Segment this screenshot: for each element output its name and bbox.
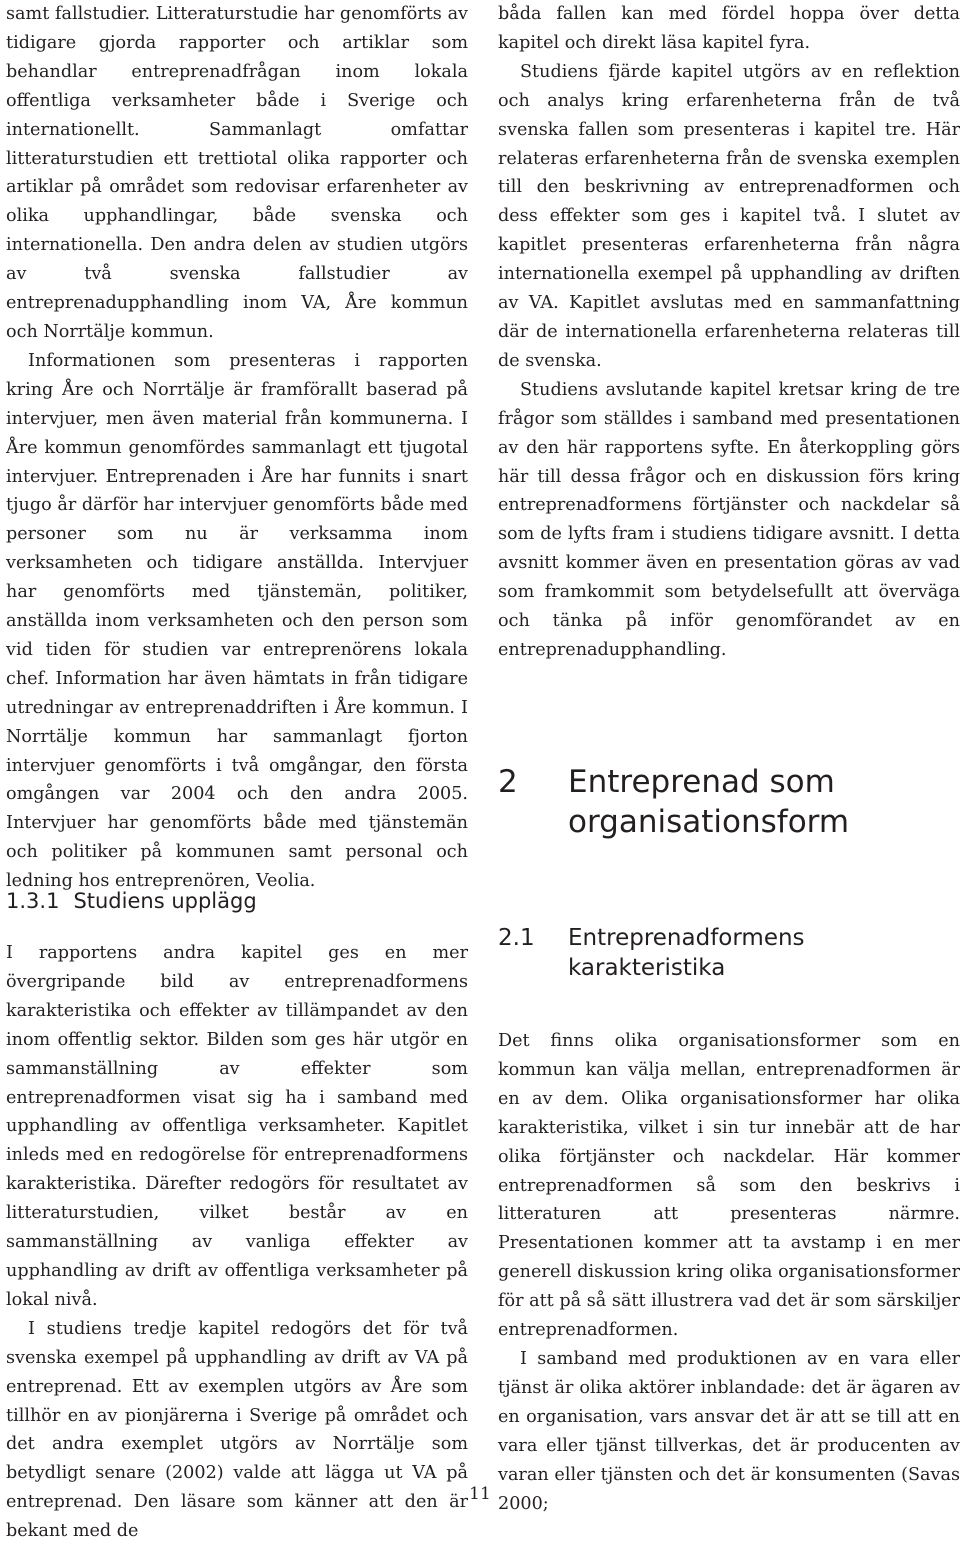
paragraph: Studiens fjärde kapitel utgörs av en reflektion och analys kring erfarenheterna från de två svenska fallen som presenteras i kapitel tre. Här relateras erfarenheterna från de svenska exemplen till den beskrivning av entreprenadformen och dess effekter som ges i kapitel två. I slutet av kapitlet presenteras erfarenheterna från några internationella exempel på upphandling av driften av VA. Kapitlet avslutas med en sammanfattning där de internationella erfarenheterna relateras till de svenska. (498, 61, 960, 371)
paragraph: båda fallen kan med fördel hoppa över detta kapitel och direkt läsa kapitel fyra. (498, 4, 960, 53)
page-number: 11 (469, 1484, 491, 1504)
section-heading-1-3-1 (6, 887, 468, 916)
paragraph: I studiens tredje kapitel redogörs det för två svenska exempel på upphandling av drift av VA på entreprenad. Ett av exemplen utgörs av Åre som tillhör en av pionjärerna i Sverige på området och det andra exemplet utgörs av Norrtälje som betydligt senare (2002) valde att lägga ut VA på entreprenad. Den läsare som känner att den är bekant med de (6, 1318, 468, 1542)
left-section-text (6, 939, 468, 1546)
paragraph: Informationen som presenteras i rapporten kring Åre och Norrtälje är framförallt baserad på intervjuer, men även material från kommunerna. I Åre kommun genomfördes sammanlagt ett tjugotal intervjuer. Entreprenaden i Åre har funnits i snart tjugo år därför har intervjuer genomförts både med personer som nu är verksamma inom verksamheten och tidigare anställda. Intervjuer har genomförts med tjänstemän, politiker, anställda inom verksamheten och den person som vid tiden för studien var entreprenörens lokala chef. Information har även hämtats in från tidigare utredningar av entreprenaddriften i Åre kommun. I Norrtälje kommun har sammanlagt fjorton intervjuer genomförts i två omgångar, den första omgången var 2004 och den andra 2005. Intervjuer har genomförts både med tjänstemän och politiker på kommunen samt personal och ledning hos entreprenören, Veolia. (6, 350, 468, 892)
section-heading-2-1 (498, 923, 960, 983)
paragraph: Studiens avslutande kapitel kretsar kring de tre frågor som ställdes i samband med presentationen av den här rapportens syfte. En återkoppling görs här till dessa frågor och en diskussion förs kring entreprenadformens förtjänster och nackdelar så som de lyfts fram i studiens tidigare avsnitt. I detta avsnitt kommer även en presentation göras av vad som framkommit som betydelsefullt att överväga och tänka på inför genomförandet av en entreprenadupphandling. (498, 379, 960, 660)
chapter-heading (498, 762, 960, 842)
section-number: 2.1 (498, 925, 535, 951)
paragraph: I samband med produktionen av en vara eller tjänst är olika aktörer inblandade: det är ägaren av en organisation, vars ansvar det är att se till att en vara eller tjänst tillverkas, det är producenten av varan eller tjänsten och det är konsumenten (Savas 2000; (498, 1348, 960, 1514)
section-number: 1.3.1 (6, 889, 60, 913)
right-section-text (498, 1027, 960, 1518)
paragraph: samt fallstudier. Litteraturstudie har genomförts av tidigare gjorda rapporter och artiklar som behandlar entreprenadfrågan inom lokala offentliga verksamheter både i Sverige och internationellt. Sammanlagt omfattar litteraturstudien ett trettiotal olika rapporter och artiklar på området som redovisar erfarenheter av olika upphandlingar, både svenska och internationella. Den andra delen av studien utgörs av två svenska fallstudier av entreprenadupphandling inom VA, Åre kommun och Norrtälje kommun. (6, 4, 468, 342)
section-title: Studiens upplägg (73, 889, 257, 913)
left-intro-text (6, 0, 468, 896)
chapter-number: 2 (498, 764, 518, 800)
chapter-title: Entreprenad som organisationsform (568, 764, 850, 840)
right-intro-text (498, 0, 960, 665)
paragraph: I rapportens andra kapitel ges en mer övergripande bild av entreprenadformens karakteristika och effekter av tillämpandet av den inom offentlig sektor. Bilden som ges här utgör en sammanställning av effekter som entreprenadformen visat sig ha i samband med upphandling av offentliga verksamheter. Kapitlet inleds med en redogörelse för entreprenadformens karakteristika. Därefter redogörs för resultatet av litteraturstudien, vilket består av en sammanställning av vanliga effekter av upphandling av drift av offentliga verksamheter på lokal nivå. (6, 943, 468, 1310)
paragraph: Det finns olika organisationsformer som en kommun kan välja mellan, entreprenadformen är en av dem. Olika organisationsformer har olika karakteristika, vilket i sin tur innebär att de har olika förtjänster och nackdelar. Här kommer entreprenadformen så som den beskrivs i litteraturen att presenteras närmre. Presentationen kommer att ta avstamp i en mer generell diskussion kring olika organisationsformer för att på så sätt illustrera vad det är som särskiljer entreprenadformen. (498, 1031, 960, 1341)
section-title: Entreprenadformens karakteristika (568, 925, 805, 981)
